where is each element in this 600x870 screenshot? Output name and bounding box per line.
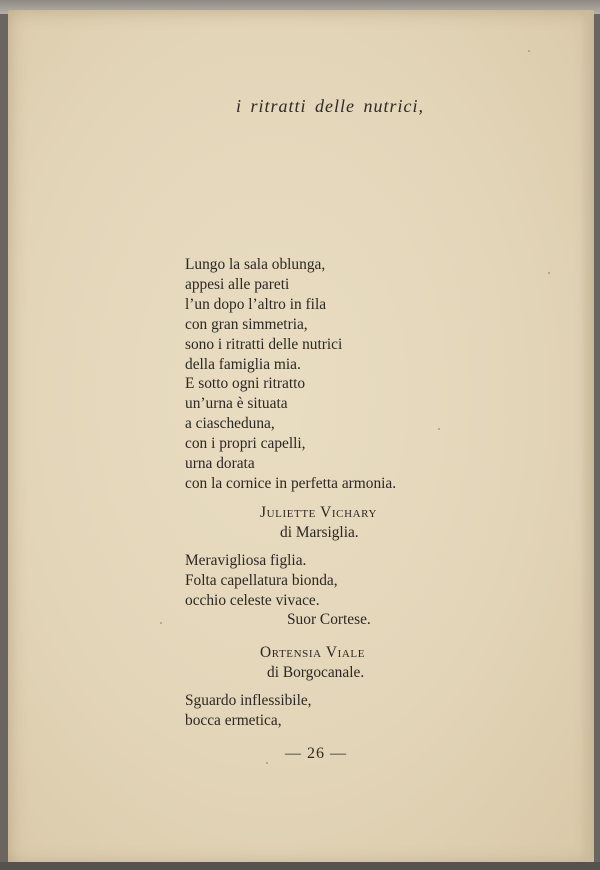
scan-background-bottom <box>0 862 600 870</box>
poem-line: Sguardo inflessibile, <box>185 692 312 710</box>
poem-line: bocca ermetica, <box>185 712 282 730</box>
poem-line: appesi alle pareti <box>185 275 290 293</box>
poem-line: a ciascheduna, <box>185 415 275 433</box>
poem-line: con la cornice in perfetta armonia. <box>185 474 397 492</box>
poem-line: un’urna è situata <box>185 395 288 413</box>
poem-line: urna dorata <box>185 455 255 473</box>
poem-line: sono i ritratti delle nutrici <box>185 335 343 353</box>
poem-line: con gran simmetria, <box>185 315 308 333</box>
nurse-entry <box>185 643 545 731</box>
poem-line: Folta capellatura bionda, <box>185 571 338 589</box>
nurse-entry <box>185 503 545 630</box>
running-head: i ritratti delle nutrici, <box>236 96 424 116</box>
spacer <box>185 543 545 551</box>
poem-line: E sotto ogni ritratto <box>185 375 306 393</box>
poem-line: Lungo la sala oblunga, <box>185 256 326 273</box>
stanza <box>185 255 545 494</box>
poem-line: l’un dopo l’altro in fila <box>185 295 327 313</box>
poem-line: occhio celeste vivace. <box>185 591 320 609</box>
poem-line: con i propri capelli, <box>185 435 306 453</box>
poem-line: Meravigliosa figlia. <box>185 551 307 569</box>
paper-speck <box>266 762 268 764</box>
poem-body <box>185 255 545 731</box>
nurse-origin: di Marsiglia. <box>280 523 359 541</box>
nurse-origin: di Borgocanale. <box>267 664 365 682</box>
page-number: — 26 — <box>285 745 347 762</box>
spacer <box>185 683 545 691</box>
paper-speck <box>160 622 162 624</box>
nurse-name: Juliette Vichary <box>260 503 378 521</box>
entry-signature: Suor Cortese. <box>287 611 371 629</box>
page-edge-shading <box>580 10 594 866</box>
poem-line: della famiglia mia. <box>185 355 301 373</box>
paper-speck <box>548 272 550 274</box>
nurse-name: Ortensia Viale <box>260 644 366 662</box>
paper-speck <box>528 50 530 52</box>
